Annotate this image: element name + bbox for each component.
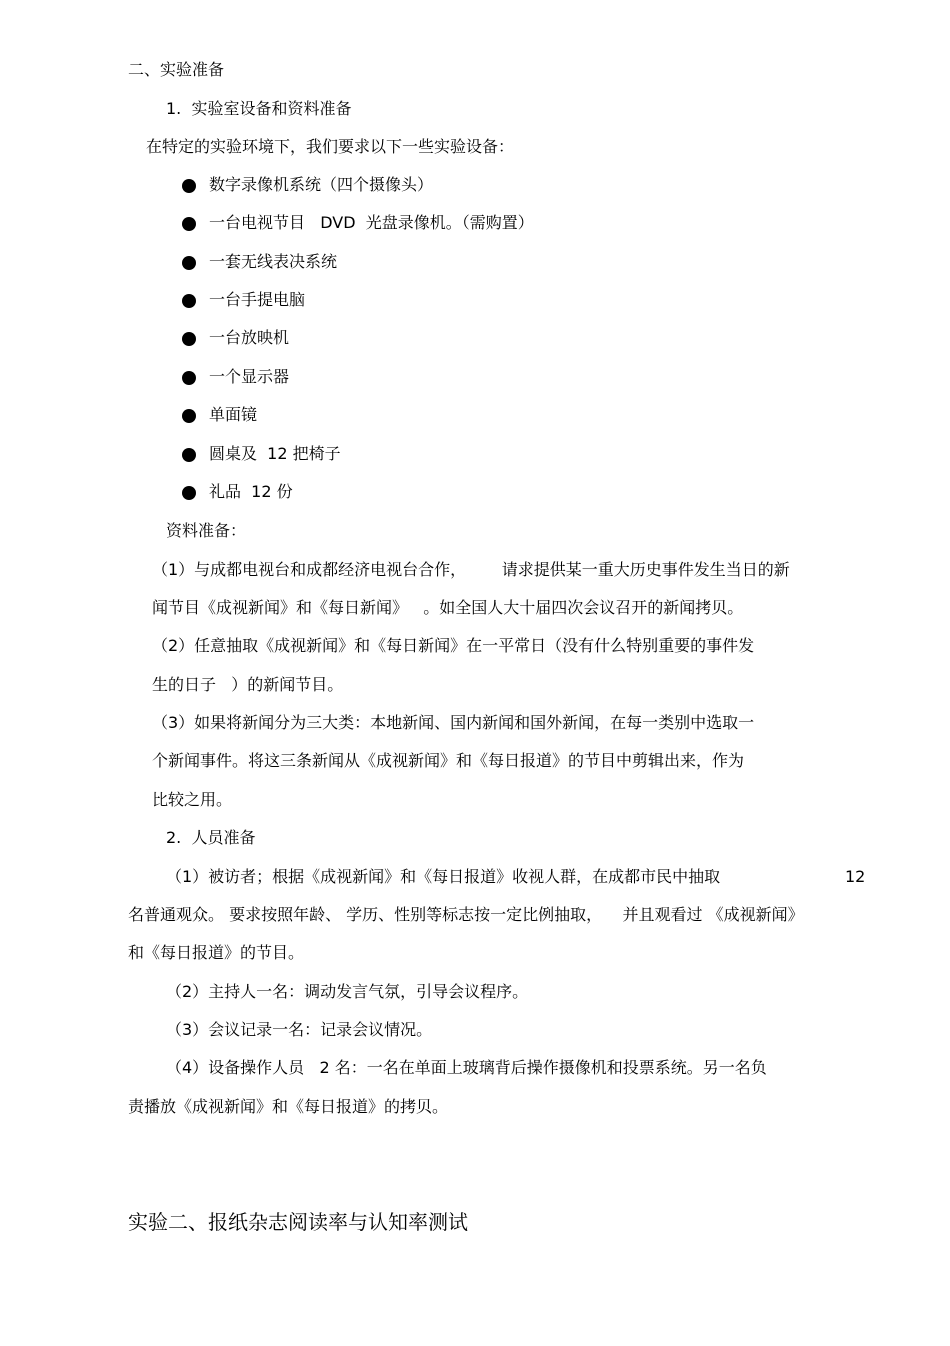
staff-line: （1）被访者；根据《成视新闻》和《每日报道》收视人群，在成都市民中抽取 xyxy=(166,867,721,886)
materials-line: （1）与成都电视台和成都经济电视台合作， 请求提供某一重大历史事件发生当日的新 xyxy=(152,560,790,579)
list-item: 一台手提电脑 xyxy=(209,290,306,309)
staff-line-number: 12 xyxy=(845,867,866,886)
staff-line: 和《每日报道》的节目。 xyxy=(128,943,305,962)
bullet-icon xyxy=(182,256,196,270)
materials-line: （3）如果将新闻分为三大类：本地新闻、国内新闻和国外新闻，在每一类别中选取一 xyxy=(152,713,755,732)
list-item: 一套无线表决系统 xyxy=(209,252,338,271)
list-item: 一个显示器 xyxy=(209,367,290,386)
materials-label: 资料准备： xyxy=(166,521,247,540)
bullet-icon xyxy=(182,332,196,346)
next-section-heading: 实验二、报纸杂志阅读率与认知率测试 xyxy=(128,1210,468,1234)
staff-line: （3）会议记录一名：记录会议情况。 xyxy=(166,1020,433,1039)
staff-line: 名普通观众。 要求按照年龄、 学历、性别等标志按一定比例抽取， 并且观看过 《成视新闻》 xyxy=(128,905,804,924)
subsection-staff-title: 2. 人员准备 xyxy=(166,828,256,847)
bullet-icon xyxy=(182,448,196,462)
bullet-icon xyxy=(182,217,196,231)
materials-line: 比较之用。 xyxy=(152,790,233,809)
staff-line: （2）主持人一名：调动发言气氛，引导会议程序。 xyxy=(166,982,529,1001)
list-item: 礼品 12 份 xyxy=(209,482,293,501)
equipment-intro: 在特定的实验环境下，我们要求以下一些实验设备： xyxy=(146,137,515,156)
list-item: 圆桌及 12 把椅子 xyxy=(209,444,341,463)
staff-line: （4）设备操作人员 2 名：一名在单面上玻璃背后操作摄像机和投票系统。另一名负 xyxy=(166,1058,767,1077)
list-item: 一台放映机 xyxy=(209,328,290,347)
bullet-icon xyxy=(182,371,196,385)
section-title: 二、实验准备 xyxy=(128,60,225,79)
bullet-icon xyxy=(182,409,196,423)
materials-line: 个新闻事件。将这三条新闻从《成视新闻》和《每日报道》的节目中剪辑出来，作为 xyxy=(152,751,745,770)
materials-line: （2）任意抽取《成视新闻》和《每日新闻》在一平常日（没有什么特别重要的事件发 xyxy=(152,636,755,655)
list-item: 单面镜 xyxy=(209,405,258,424)
subsection-equipment-title: 1. 实验室设备和资料准备 xyxy=(166,99,352,118)
staff-line: 责播放《成视新闻》和《每日报道》的拷贝。 xyxy=(128,1097,449,1116)
bullet-icon xyxy=(182,179,196,193)
bullet-icon xyxy=(182,486,196,500)
list-item: 数字录像机系统（四个摄像头） xyxy=(209,175,434,194)
materials-line: 闻节目《成视新闻》和《每日新闻》 。如全国人大十届四次会议召开的新闻拷贝。 xyxy=(152,598,744,617)
list-item: 一台电视节目 DVD 光盘录像机。（需购置） xyxy=(209,213,534,232)
bullet-icon xyxy=(182,294,196,308)
materials-line: 生的日子 ）的新闻节目。 xyxy=(152,675,344,694)
